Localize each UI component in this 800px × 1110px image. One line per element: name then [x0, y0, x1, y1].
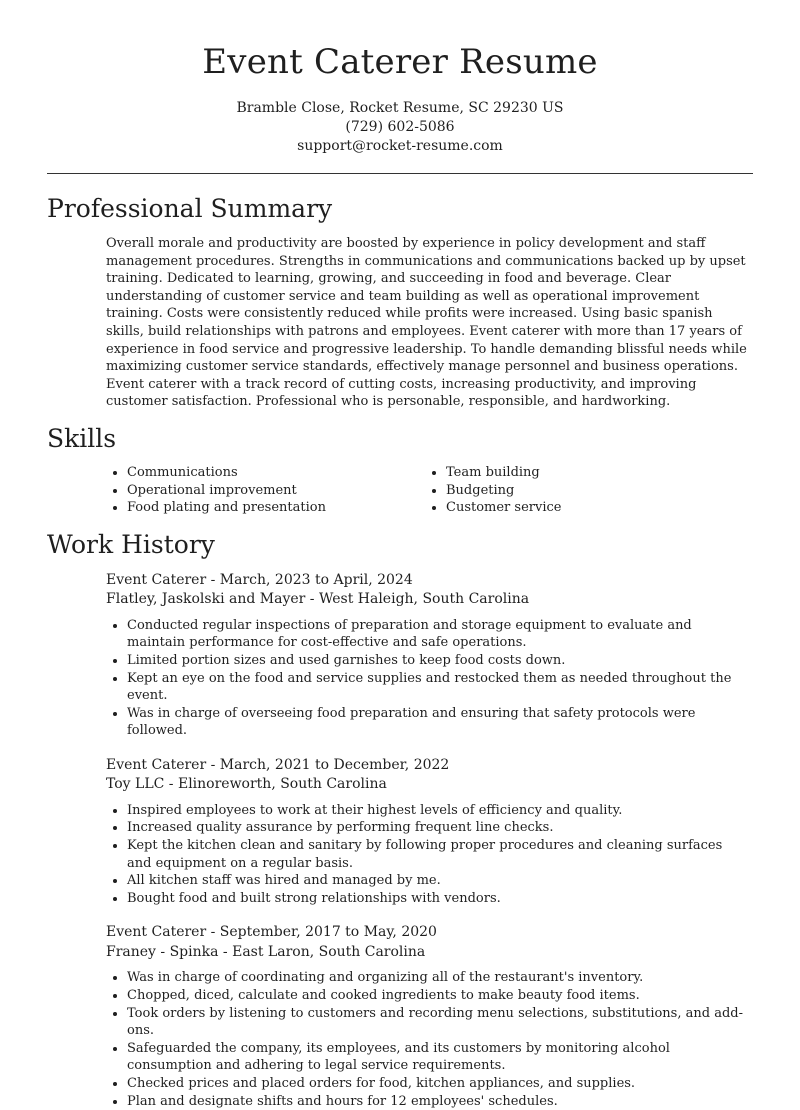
job-bullet: • Kept the kitchen clean and sanitary by following proper procedures and cleaning surfaces and equipment on a regular basis.	[127, 837, 748, 872]
contact-phone: (729) 602-5086	[345, 119, 455, 135]
header-divider	[47, 173, 753, 174]
job-bullet: • Conducted regular inspections of preparation and storage equipment to evaluate and maintain performance for cost-effective and safe operations.	[127, 617, 748, 652]
skill-item: • Budgeting	[446, 482, 744, 500]
job-title-line: Event Caterer - September, 2017 to May, 2020	[106, 924, 437, 941]
job-bullet: • Chopped, diced, calculate and cooked ingredients to make beauty food items.	[127, 987, 748, 1005]
skill-item: • Communications	[127, 464, 425, 482]
skill-item: • Food plating and presentation	[127, 499, 425, 517]
skill-item: • Customer service	[446, 499, 744, 517]
skills-list	[106, 464, 800, 517]
skills-column-right	[425, 464, 744, 517]
job-bullet: • All kitchen staff was hired and managed by me.	[127, 872, 748, 890]
job-bullet: • Limited portion sizes and used garnishes to keep food costs down.	[127, 652, 748, 670]
job-title-line: Event Caterer - March, 2021 to December, 2022	[106, 756, 450, 773]
job-entry	[106, 923, 748, 1110]
job-bullet: • Took orders by listening to customers and recording menu selections, substitutions, and add-ons.	[127, 1005, 748, 1040]
resume-header	[0, 0, 800, 156]
job-bullet: • Was in charge of overseeing food preparation and ensuring that safety protocols were followed.	[127, 705, 748, 740]
job-title-line: Event Caterer - March, 2023 to April, 2024	[106, 571, 413, 588]
skills-heading: Skills	[47, 423, 117, 453]
skill-item: • Operational improvement	[127, 482, 425, 500]
job-bullets	[106, 969, 748, 1110]
job-bullet: • Inspired employees to work at their highest levels of efficiency and quality.	[127, 802, 748, 820]
job-bullet: • Increased quality assurance by performing frequent line checks.	[127, 819, 748, 837]
job-bullet: • Safeguarded the company, its employees, and its customers by monitoring alcohol consumption and adhering to legal service requirements.	[127, 1040, 748, 1075]
contact-address: Bramble Close, Rocket Resume, SC 29230 US	[236, 100, 564, 116]
resume-title: Event Caterer Resume	[202, 42, 598, 82]
job-bullets	[106, 802, 748, 908]
skill-item: • Team building	[446, 464, 744, 482]
job-entry	[106, 571, 748, 740]
summary-text: Overall morale and productivity are boosted by experience in policy development and staff management procedures. Strengths in communications and communications backed up by upset training. Dedicated to learning, growing, and succeeding in food and beverage. Clear understanding of customer service and team building as well as operational improvement training. Costs were consistently reduced while profits were increased. Using basic spanish skills, build relationships with patrons and employees. Event caterer with more than 17 years of experience in food service and progressive leadership. To handle demanding blissful needs while maximizing customer service standards, effectively manage personnel and business operations. Event caterer with a track record of cutting costs, increasing productivity, and improving customer satisfaction. Professional who is personable, responsible, and hardworking.	[106, 236, 747, 410]
job-bullet: • Was in charge of coordinating and organizing all of the restaurant's inventory.	[127, 969, 748, 987]
job-bullet: • Checked prices and placed orders for food, kitchen appliances, and supplies.	[127, 1075, 748, 1093]
job-bullet: • Kept an eye on the food and service supplies and restocked them as needed throughout the event.	[127, 670, 748, 705]
job-company-line: Toy LLC - Elinoreworth, South Carolina	[106, 776, 387, 793]
job-bullet: • Bought food and built strong relationships with vendors.	[127, 890, 748, 908]
skills-column-left	[106, 464, 425, 517]
job-bullet: • Plan and designate shifts and hours for 12 employees' schedules.	[127, 1093, 748, 1110]
job-entry	[106, 756, 748, 908]
job-bullets	[106, 617, 748, 740]
job-company-line: Flatley, Jaskolski and Mayer - West Haleigh, South Carolina	[106, 591, 530, 608]
contact-email: support@rocket-resume.com	[297, 138, 503, 154]
job-company-line: Franey - Spinka - East Laron, South Carolina	[106, 943, 426, 960]
summary-heading: Professional Summary	[47, 194, 333, 223]
work-history-heading: Work History	[47, 529, 215, 559]
